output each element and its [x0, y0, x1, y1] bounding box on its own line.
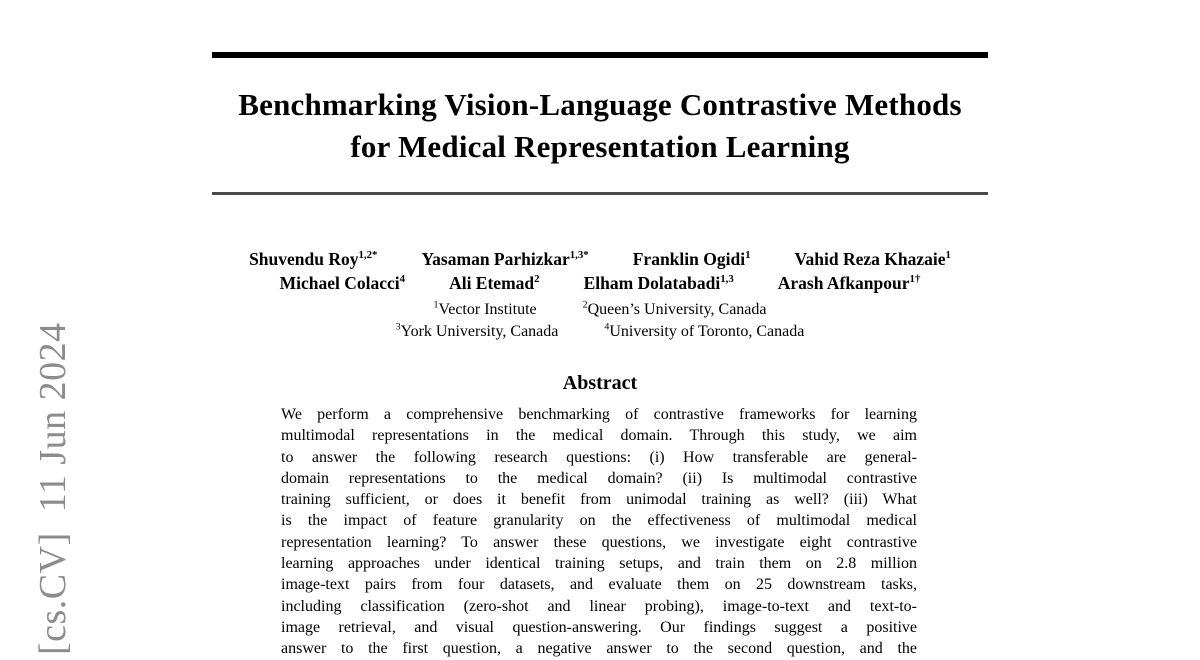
affiliations — [212, 299, 988, 343]
affiliation — [604, 321, 804, 343]
affiliation — [583, 299, 767, 321]
author-row-1 — [212, 247, 988, 271]
abstract-line: to answer the following research questions: (i) How transferable are general- — [281, 448, 917, 466]
author-superscript: 1,3 — [720, 273, 734, 286]
author-superscript: 4 — [399, 273, 406, 286]
paper-title-line2: for Medical Representation Learning — [350, 129, 850, 164]
paper-title-line1: Benchmarking Vision-Language Contrastive Methods — [238, 87, 962, 122]
arxiv-watermark-text: [cs.CV] 11 Jun 2024 — [32, 322, 74, 655]
author-superscript: 1,2* — [358, 249, 378, 262]
author — [449, 271, 540, 295]
author — [794, 247, 950, 271]
affiliation-row-2 — [212, 321, 988, 343]
title-rule-top — [212, 52, 988, 58]
abstract-line: including classification (zero-shot and linear probing), image-to-text and text-to- — [281, 597, 917, 615]
affiliation-superscript: 2 — [582, 299, 588, 311]
affiliation — [396, 321, 559, 343]
author-superscript: 1 — [745, 249, 751, 262]
author-superscript: 1,3* — [569, 249, 589, 262]
affiliation-superscript: 1 — [433, 299, 439, 311]
author-name: Vahid Reza Khazaie — [794, 249, 946, 269]
affiliation — [433, 299, 536, 321]
author-name: Shuvendu Roy — [249, 249, 359, 269]
title-rule-bottom — [212, 192, 988, 195]
abstract-line: domain representations to the medical domain? (ii) Is multimodal contrastive — [281, 469, 917, 487]
author-superscript: 1 — [945, 249, 951, 262]
front-matter — [212, 247, 988, 394]
paper-title — [212, 84, 988, 168]
abstract-line: image-text pairs from four datasets, and evaluate them on 25 downstream tasks, — [281, 576, 917, 594]
abstract-line: answer to the first question, a negative answer to the second question, and the — [281, 640, 917, 658]
author — [249, 247, 377, 271]
abstract-line: We perform a comprehensive benchmarking of contrastive frameworks for learning — [281, 406, 917, 423]
author — [633, 247, 751, 271]
author — [421, 247, 588, 271]
author-superscript: 1† — [909, 273, 921, 286]
abstract-text — [281, 404, 917, 660]
affiliation-name: York University, Canada — [400, 323, 559, 340]
author — [280, 271, 405, 295]
author — [778, 271, 921, 295]
abstract-heading: Abstract — [562, 372, 638, 394]
abstract-line: is the impact of feature granularity on the effectiveness of multimodal medical — [281, 512, 917, 530]
author-row-2 — [212, 271, 988, 295]
author-superscript: 2 — [534, 273, 540, 286]
affiliation-superscript: 4 — [604, 321, 610, 333]
author-name: Ali Etemad — [449, 273, 535, 293]
affiliation-name: Vector Institute — [438, 301, 537, 318]
affiliation-row-1 — [212, 299, 988, 321]
author-name: Arash Afkanpour — [777, 273, 910, 293]
author-name: Yasaman Parhizkar — [421, 249, 570, 269]
author-name: Franklin Ogidi — [632, 249, 746, 269]
abstract-line: multimodal representations in the medical domain. Through this study, we aim — [281, 427, 917, 445]
abstract-line: training sufficient, or does it benefit from unimodal training as well? (iii) What — [281, 491, 917, 509]
affiliation-name: University of Toronto, Canada — [609, 323, 805, 340]
abstract-line: learning approaches under identical training setups, and train them on 2.8 million — [281, 555, 917, 573]
abstract-line: image retrieval, and visual question-answering. Our findings suggest a positive — [281, 618, 917, 636]
affiliation-name: Queen’s University, Canada — [587, 301, 767, 318]
abstract-line: representation learning? To answer these questions, we investigate eight contrastive — [281, 533, 917, 551]
author-name: Elham Dolatabadi — [583, 273, 721, 293]
author-name: Michael Colacci — [279, 273, 400, 293]
affiliation-superscript: 3 — [395, 321, 401, 333]
author — [584, 271, 734, 295]
